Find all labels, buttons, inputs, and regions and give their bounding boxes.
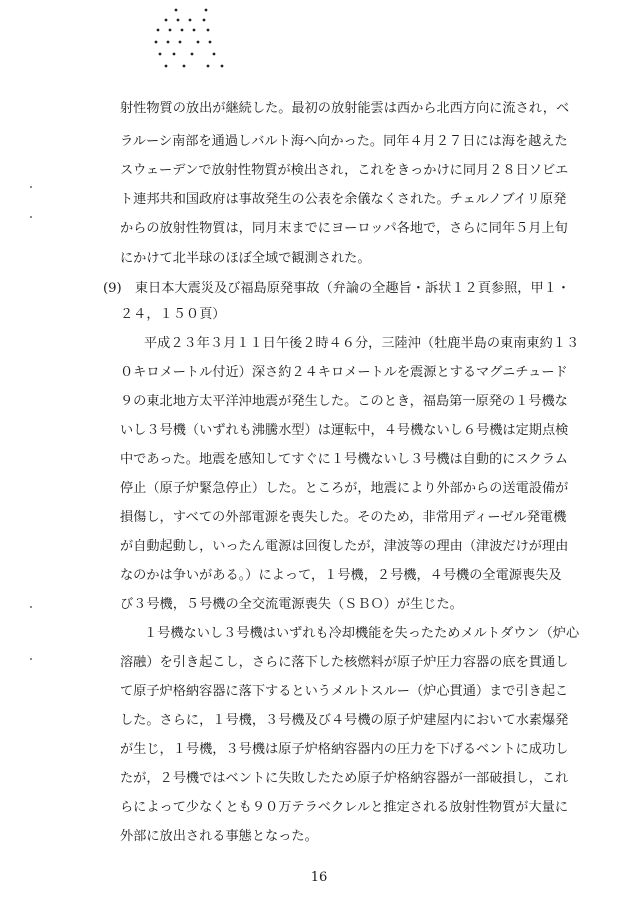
body-line: １号機ないし３号機はいずれも冷却機能を失ったためメルトダウン（炉心 xyxy=(144,626,580,641)
scan-speck xyxy=(30,606,32,608)
body-line: 平成２３年３月１１日午後２時４６分，三陸沖（牡鹿半島の東南東約１３ xyxy=(144,336,580,351)
body-line: ９の東北地方太平洋沖地震が発生した。このとき，福島第一原発の１号機な xyxy=(120,394,568,409)
body-line: らによって少なくとも９０万テラベクレルと推定される放射性物質が大量に xyxy=(120,800,569,815)
body-line: 停止（原子炉緊急停止）した。ところが，地震により外部からの送電設備が xyxy=(120,481,569,496)
scan-speck xyxy=(30,186,32,188)
punch-hole-dots xyxy=(148,6,238,76)
body-line: ラルーシ南部を通過しバルト海へ向かった。同年４月２７日には海を越えた xyxy=(120,134,568,149)
body-line: び３号機，５号機の全交流電源喪失（ＳＢＯ）が生じた。 xyxy=(120,597,463,612)
scan-speck xyxy=(30,216,32,218)
body-line: 射性物質の放出が継続した。最初の放射能雲は西から北西方向に流され，ベ xyxy=(120,101,570,116)
body-line: なのかは争いがある。）によって，１号機，２号機，４号機の全電源喪失及 xyxy=(120,568,562,583)
body-line: 中であった。地震を感知してすぐに１号機ないし３号機は自動的にスクラム xyxy=(120,452,569,467)
body-line: いし３号機（いずれも沸騰水型）は運転中，４号機ないし６号機は定期点検 xyxy=(120,423,569,438)
body-line: にかけて北半球のほぼ全域で観測された。 xyxy=(120,251,371,266)
body-line: からの放射性物質は，同月末までにヨーロッパ各地で，さらに同年５月上旬 xyxy=(120,221,568,236)
section-heading: (9) 東日本大震災及び福島原発事故（弁論の全趣旨・訴状１２頁参照，甲１・ xyxy=(103,281,571,296)
scan-speck xyxy=(30,658,32,660)
section-heading-cont: ２４，１５０頁） xyxy=(120,307,226,322)
body-line: ０キロメートル付近）深さ約２４キロメートルを震源とするマグニチュード xyxy=(120,365,568,380)
body-line: たが，２号機ではベントに失敗したため原子炉格納容器が一部破損し，これ xyxy=(120,771,569,786)
body-line: が自動起動し，いったん電源は回復したが，津波等の理由（津波だけが理由 xyxy=(120,539,569,554)
body-line: スウェーデンで放射性物質が検出され，これをきっかけに同月２８日ソビエ xyxy=(120,163,569,178)
body-line: した。さらに，１号機，３号機及び４号機の原子炉建屋内において水素爆発 xyxy=(120,713,569,728)
page-number: 16 xyxy=(310,870,328,885)
body-line: が生じ，１号機，３号機は原子炉格納容器内の圧力を下げるベントに成功し xyxy=(120,742,569,757)
body-line: ト連邦共和国政府は事故発生の公表を余儀なくされた。チェルノブイリ原発 xyxy=(120,192,567,207)
body-line: 溶融）を引き起こし，さらに落下した核燃料が原子炉圧力容器の底を貫通し xyxy=(120,655,569,670)
body-line: 損傷し，すべての外部電源を喪失した。そのため，非常用ディーゼル発電機 xyxy=(120,510,567,525)
body-line: 外部に放出される事態となった。 xyxy=(120,829,318,844)
body-line: て原子炉格納容器に落下するというメルトスルー（炉心貫通）まで引き起こ xyxy=(120,684,569,699)
